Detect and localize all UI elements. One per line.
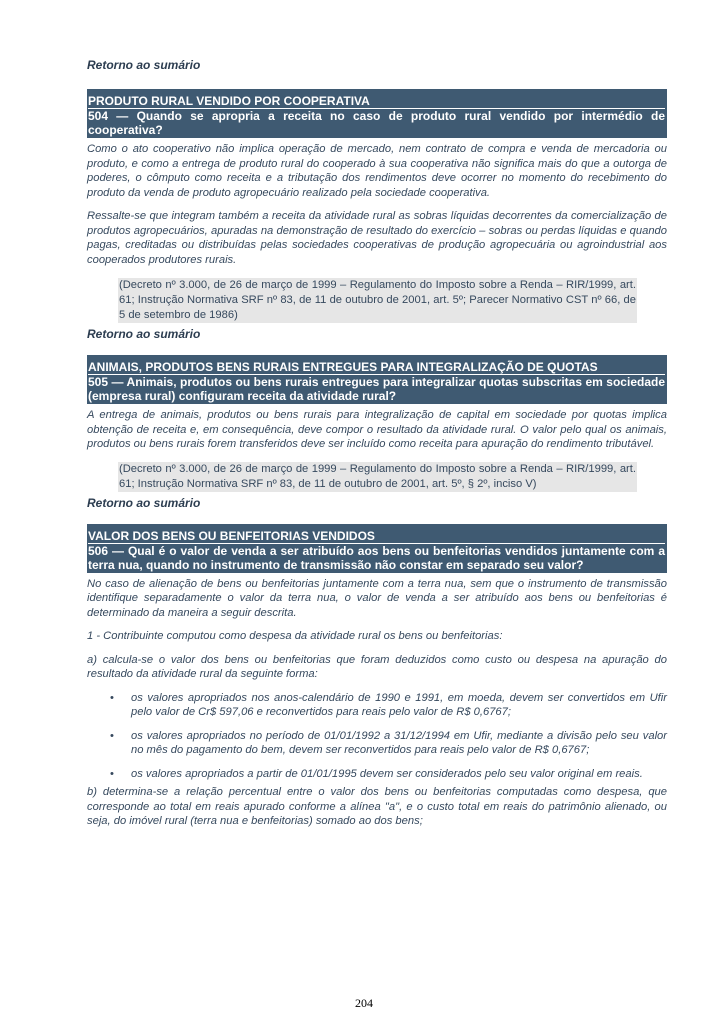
legal-reference: (Decreto nº 3.000, de 26 de março de 1999 – Regulamento do Imposto sobre a Renda – RIR/1999, art. 61; Instrução Normativa SRF nº 83, de 11 de outubro de 2001, art. 5º; Parecer Normativo CST nº 66, de 5 de setembro de 1986) [119,279,636,321]
legal-reference: (Decreto nº 3.000, de 26 de março de 1999 – Regulamento do Imposto sobre a Renda – RIR/1999, art. 61; Instrução Normativa SRF nº 83, de 11 de outubro de 2001, art. 5º, § 2º, inciso V) [119,462,636,490]
list-item [87,729,667,758]
answer-paragraph: a) calcula-se o valor dos bens ou benfeitorias que foram deduzidos como custo ou despesa na apuração do resultado da atividade rural da seguinte forma: [87,653,667,680]
section-title: VALOR DOS BENS OU BENFEITORIAS VENDIDOS [88,528,375,543]
question-505: 505 — Animais, produtos ou bens rurais entregues para integralizar quotas subscritas em sociedade (empresa rural) configuram receita da atividade rural? [88,375,665,403]
list-item [87,767,667,782]
question-506: 506 — Qual é o valor de venda a ser atribuído aos bens ou benfeitorias vendidos juntamente com a terra nua, quando no instrumento de transmissão não constar em separado seu valor? [88,543,665,572]
list-item-text: os valores apropriados a partir de 01/01/1995 devem ser considerados pelo seu valor original em reais. [131,767,643,780]
bullet-icon: • [110,767,114,780]
question-504: 504 — Quando se apropria a receita no caso de produto rural vendido por intermédio de cooperativa? [88,109,665,137]
list-item-text: os valores apropriados no período de 01/01/1992 a 31/12/1994 em Ufir, mediante a divisão pelo seu valor no mês do pagamento do bem, devem ser reconvertidos para reais pelo valor de R$ 0,6767; [131,729,667,756]
bullet-icon: • [110,729,114,742]
answer-paragraph: b) determina-se a relação percentual entre o valor dos bens ou benfeitorias computadas como despesa, que corresponde ao total em reais apurado conforme a alínea "a", e o custo total em reais do patrimônio alienado, ou seja, do imóvel rural (terra nua e benfeitorias) somado ao dos bens; [87,786,667,827]
answer-paragraph: Ressalte-se que integram também a receita da atividade rural as sobras líquidas decorrentes da comercialização de produtos agropecuários, apuradas na demonstração de resultado do exercício – sobras ou perdas líquidas e quando pagas, creditadas ou distribuídas pelas sociedades cooperativas de produção agropecuária ou agroindustrial aos cooperados produtores rurais. [87,210,667,266]
document-page [87,58,667,829]
bullet-list [87,691,667,782]
bullet-icon: • [110,691,114,704]
section-header [87,524,667,573]
answer-paragraph: Como o ato cooperativo não implica operação de mercado, nem contrato de compra e venda de mercadoria ou produto, e como a entrega de produto rural do cooperado à sua cooperativa não significa mais do que a outorga de poderes, o cômputo como receita e a tributação dos rendimentos deve ocorrer no momento do recebimento do produto da venda de produto agropecuário realizado pela sociedade cooperativa. [87,143,667,199]
list-item-text: os valores apropriados nos anos-calendário de 1990 e 1991, em moeda, devem ser convertidos em Ufir pelo valor de Cr$ 597,06 e reconvertidos para reais pelo valor de R$ 0,6767; [131,691,667,718]
return-to-summary-link[interactable]: Retorno ao sumário [87,327,201,341]
section-title: PRODUTO RURAL VENDIDO POR COOPERATIVA [88,94,370,108]
section-title: ANIMAIS, PRODUTOS BENS RURAIS ENTREGUES PARA INTEGRALIZAÇÃO DE QUOTAS [88,360,598,374]
page-number: 204 [355,996,373,1010]
section-header [87,89,667,138]
answer-paragraph: A entrega de animais, produtos ou bens rurais para integralização de capital em sociedade por quotas implica obtenção de receita e, em consequência, deve compor o resultado da atividade rural. O valor pelo qual os animais, produtos ou bens rurais forem transferidos deve ser incluído como receita para apuração do rendimento tributável. [87,409,667,450]
answer-paragraph: 1 - Contribuinte computou como despesa da atividade rural os bens ou benfeitorias: [87,630,503,642]
section-header [87,355,667,404]
return-to-summary-link[interactable]: Retorno ao sumário [87,58,201,72]
answer-paragraph: No caso de alienação de bens ou benfeitorias juntamente com a terra nua, sem que o instrumento de transmissão identifique separadamente o valor da terra nua, o valor de venda a ser atribuído aos bens ou benfeitorias é determinado da maneira a seguir descrita. [87,577,667,619]
return-to-summary-link[interactable]: Retorno ao sumário [87,495,201,510]
list-item [87,691,667,720]
